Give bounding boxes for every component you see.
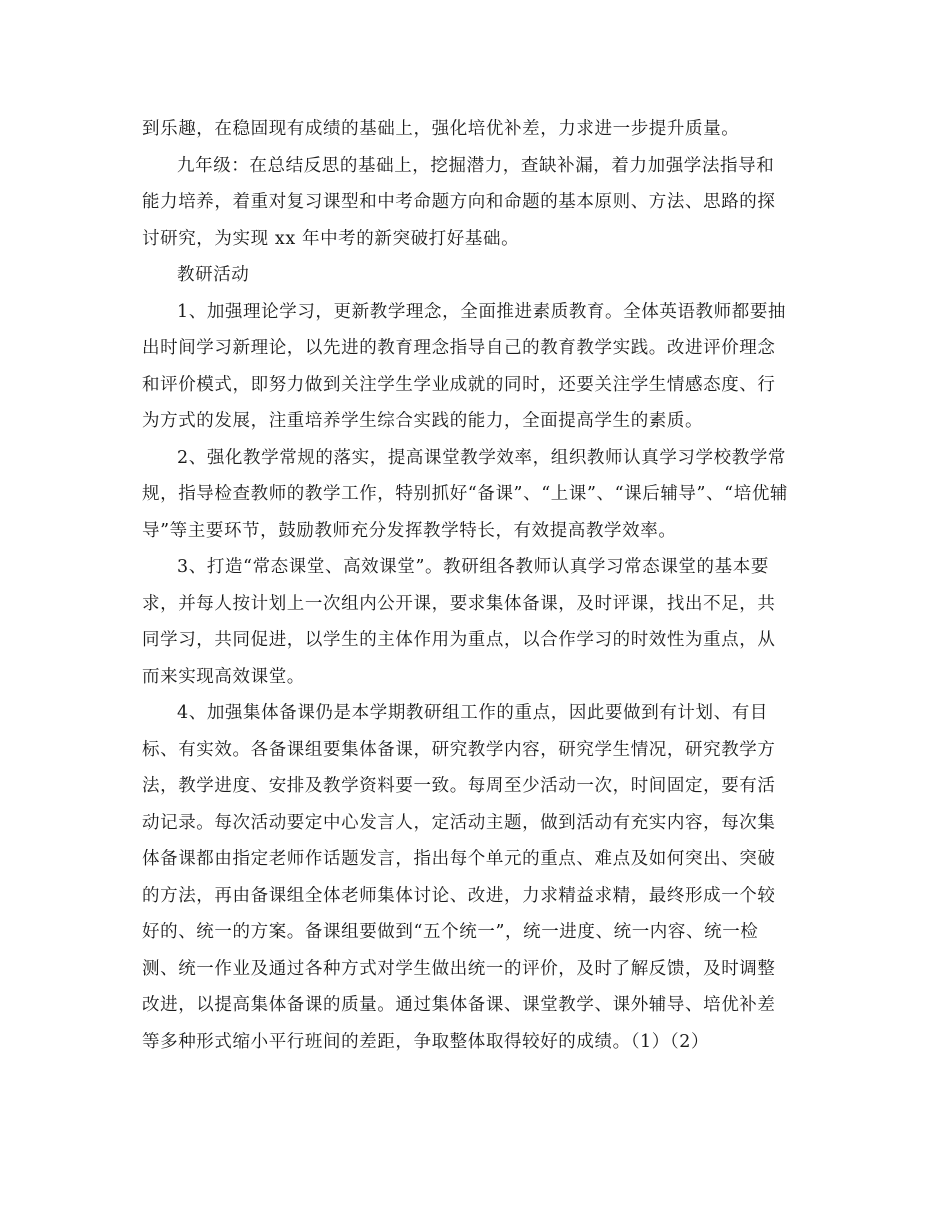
text-line: 的方法，再由备课组全体老师集体讨论、改进，力求精益求精，最终形成一个较 [142, 885, 776, 906]
text-line: 同学习，共同促进，以学生的主体作用为重点，以合作学习的时效性为重点，从 [142, 630, 776, 650]
text-line: 体备课都由指定老师作话题发言，指出每个单元的重点、难点及如何突出、突破 [142, 849, 776, 869]
text-line: 为方式的发展，注重培养学生综合实践的能力，全面提高学生的素质。 [142, 411, 704, 431]
text-line: 标、有实效。各备课组要集体备课，研究教学内容，研究学生情况，研究教学方 [142, 739, 776, 760]
text-line: 讨研究，为实现 xx 年中考的新突破打好基础。 [142, 228, 520, 249]
text-line: 和评价模式，即努力做到关注学生学业成就的同时，还要关注学生情感态度、行 [142, 374, 776, 395]
text-line: 等多种形式缩小平行班间的差距，争取整体取得较好的成绩。（1）（2） [142, 1031, 710, 1052]
text-line: 规，指导检查教师的教学工作，特别抓好“备课”、“上课”、“课后辅导”、“培优辅 [142, 484, 789, 504]
text-line: 出时间学习新理论，以先进的教育理念指导自己的教育教学实践。改进评价理念 [142, 338, 776, 358]
text-line: 改进，以提高集体备课的质量。通过集体备课、课堂教学、课外辅导、培优补差 [142, 995, 776, 1015]
text-line: 能力培养，着重对复习课型和中考命题方向和命题的基本原则、方法、思路的探 [142, 192, 776, 212]
text-line: 法，教学进度、安排及教学资料要一致。每周至少活动一次，时间固定，要有活 [142, 776, 776, 796]
text-line: 求，并每人按计划上一次组内公开课，要求集体备课，及时评课，找出不足，共 [142, 593, 776, 614]
text-line: 2、强化教学常规的落实，提高课堂教学效率，组织教师认真学习学校教学常 [177, 447, 787, 468]
text-line: 测、统一作业及通过各种方式对学生做出统一的评价，及时了解反馈，及时调整 [142, 958, 776, 979]
text-line: 3、打造“常态课堂、高效课堂”。教研组各教师认真学习常态课堂的基本要 [177, 557, 769, 577]
text-line: 动记录。每次活动要定中心发言人，定活动主题，做到活动有充实内容，每次集 [142, 812, 776, 833]
text-line: 到乐趣，在稳固现有成绩的基础上，强化培优补差，力求进一步提升质量。 [142, 119, 740, 139]
text-line: 1、加强理论学习，更新教学理念，全面推进素质教育。全体英语教师都要抽 [177, 301, 787, 322]
document-body [142, 111, 802, 1060]
text-line: 而来实现高效课堂。 [142, 666, 305, 687]
text-line: 4、加强集体备课仍是本学期教研组工作的重点，因此要做到有计划、有目 [177, 703, 768, 723]
text-line: 九年级：在总结反思的基础上，挖掘潜力，查缺补漏，着力加强学法指导和 [177, 155, 775, 176]
text-line: 好的、统一的方案。备课组要做到“五个统一”，统一进度、统一内容、统一检 [142, 922, 759, 942]
text-line: 教研活动 [177, 265, 250, 285]
text-line: 导”等主要环节，鼓励教师充分发挥教学特长，有效提高教学效率。 [142, 520, 677, 541]
